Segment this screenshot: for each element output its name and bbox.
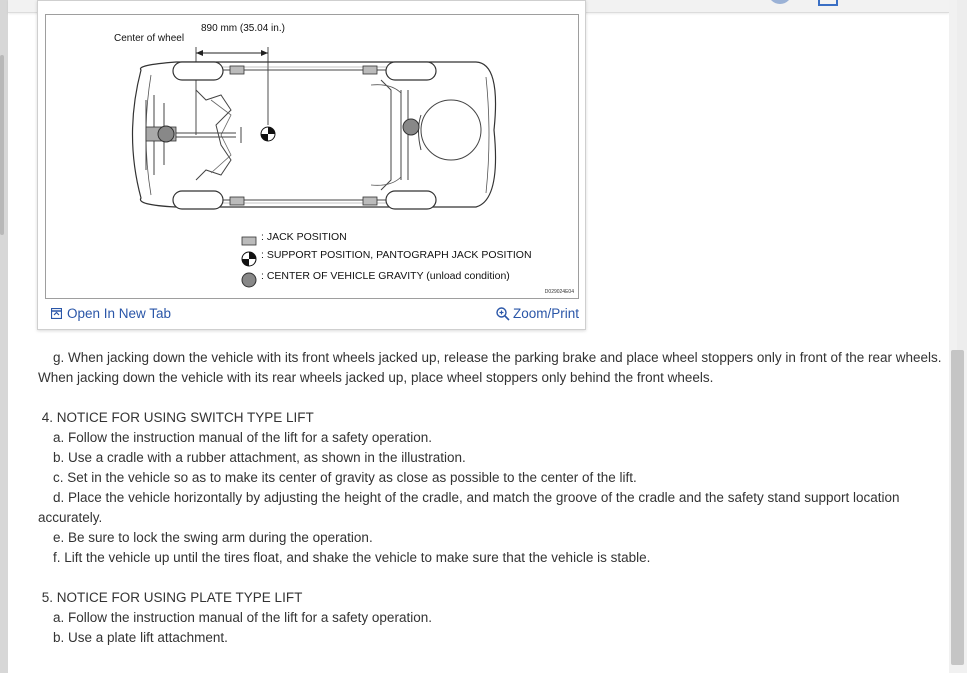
scrollbar-track[interactable] (957, 0, 967, 350)
open-in-new-tab-label: Open In New Tab (67, 306, 172, 321)
section5-title: 5. NOTICE FOR USING PLATE TYPE LIFT (41, 590, 303, 605)
zoom-print-link[interactable] (496, 306, 579, 321)
instruction-content (38, 348, 943, 648)
step-g-text: g. When jacking down the vehicle with its front wheels jacked up, release the parking brake and place wheel stoppers only in front of the rear wheels. When jacking down the vehicle with its rear wheels jacked up, place wheel stoppers only behind the front wheels. (38, 350, 942, 385)
figure-id: D029024E04 (544, 289, 574, 295)
center-of-gravity-icon (242, 273, 256, 287)
figure-illustration (45, 14, 579, 299)
open-in-new-tab-link[interactable] (51, 306, 171, 321)
bookmark-icon[interactable] (818, 0, 838, 6)
legend-jack-text: : JACK POSITION (261, 231, 347, 243)
right-scrollbar[interactable] (949, 0, 967, 673)
legend-support-text: : SUPPORT POSITION, PANTOGRAPH JACK POSITION (261, 249, 532, 261)
section4-title: 4. NOTICE FOR USING SWITCH TYPE LIFT (41, 410, 314, 425)
document-page (8, 0, 949, 673)
section4-item-c: c. Set in the vehicle so as to make its center of gravity as close as possible to the center of the lift. (53, 470, 637, 485)
support-position-icon (242, 252, 256, 266)
section5-item-b: b. Use a plate lift attachment. (53, 630, 228, 645)
zoom-in-icon (496, 307, 510, 321)
section4-item-a: a. Follow the instruction manual of the lift for a safety operation. (53, 430, 432, 445)
jack-position-icon (242, 237, 256, 245)
left-scrollbar[interactable] (0, 0, 8, 673)
open-in-new-tab-icon (51, 308, 62, 319)
section4-item-d: d. Place the vehicle horizontally by adjusting the height of the cradle, and match the groove of the cradle and the safety stand support location accurately. (38, 490, 900, 525)
zoom-print-label: Zoom/Print (512, 306, 579, 321)
figure-card (37, 0, 586, 330)
scrollbar-thumb[interactable] (951, 350, 964, 665)
section4-item-e: e. Be sure to lock the swing arm during the operation. (53, 530, 373, 545)
section4-item-f: f. Lift the vehicle up until the tires float, and shake the vehicle to make sure that the vehicle is stable. (53, 550, 651, 565)
dimension-label: 890 mm (35.04 in.) (201, 23, 285, 34)
section5-item-a: a. Follow the instruction manual of the lift for a safety operation. (53, 610, 432, 625)
center-of-wheel-label: Center of wheel (114, 33, 185, 44)
left-scrollbar-thumb[interactable] (0, 55, 4, 235)
avatar[interactable] (768, 0, 792, 4)
legend-gravity-text: : CENTER OF VEHICLE GRAVITY (unload condition) (261, 270, 510, 282)
section4-item-b: b. Use a cradle with a rubber attachment, as shown in the illustration. (53, 450, 466, 465)
